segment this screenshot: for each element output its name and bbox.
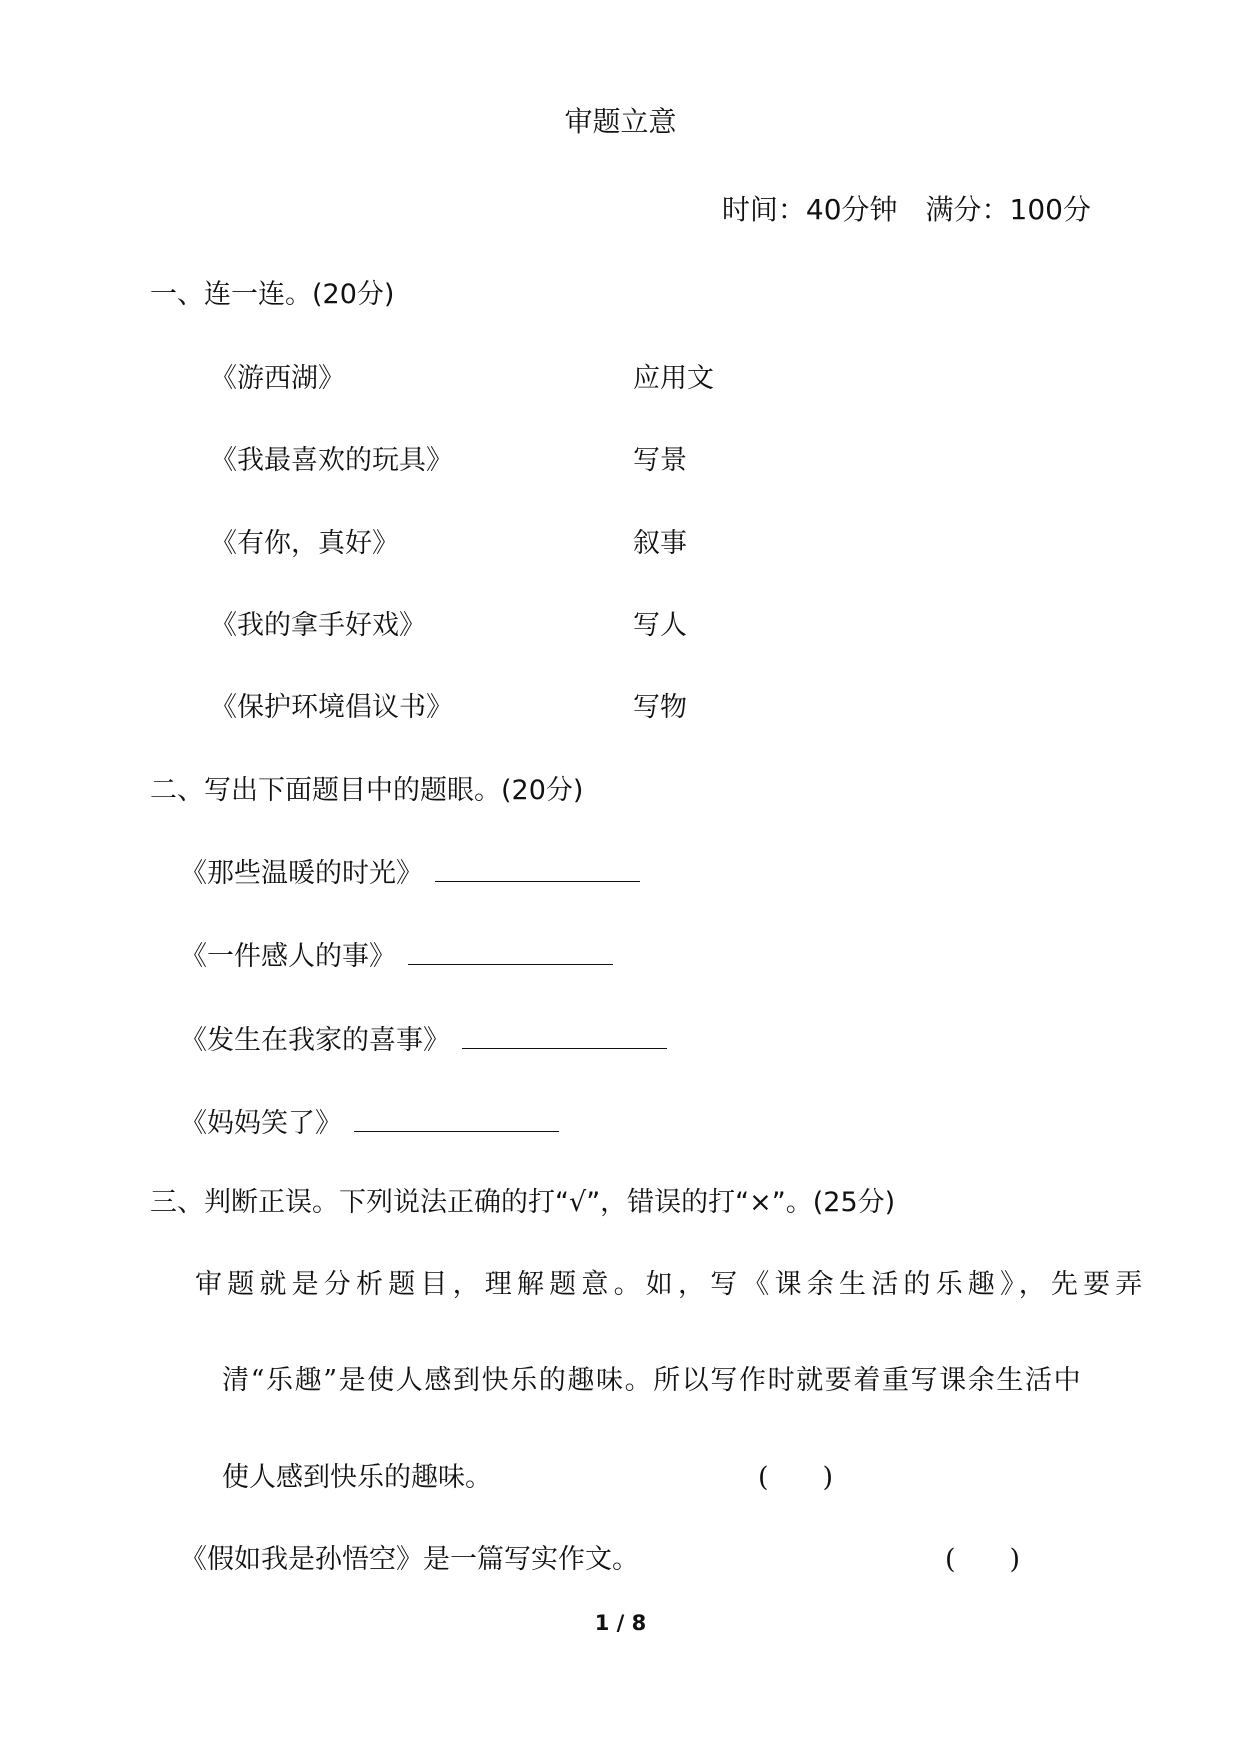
match-left-item: 《游西湖》: [210, 363, 345, 394]
question-title: 《那些温暖的时光》: [180, 858, 423, 889]
match-left-item: 《我最喜欢的玩具》: [210, 445, 453, 476]
question-title: 《妈妈笑了》: [180, 1108, 342, 1139]
match-left-item: 《有你，真好》: [210, 528, 399, 559]
answer-blank[interactable]: [435, 855, 640, 882]
time-info: 时间：40分钟 满分：100分: [721, 193, 1091, 226]
statement-1-line-3: 使人感到快乐的趣味。: [222, 1462, 492, 1493]
match-left-item: 《保护环境倡议书》: [210, 692, 453, 723]
match-right-item: 写人: [633, 610, 687, 641]
title-eye-question: [180, 1018, 667, 1057]
page-number: 1 / 8: [594, 1611, 647, 1635]
title-eye-question: [180, 934, 613, 973]
statement-1-line-1: 审题就是分析题目，理解题意。如，写《课余生活的乐趣》，先要弄: [195, 1269, 1148, 1300]
answer-parentheses[interactable]: ( ): [758, 1462, 834, 1493]
section2-heading: 二、写出下面题目中的题眼。(20分): [150, 775, 584, 806]
answer-blank[interactable]: [462, 1022, 667, 1049]
title-eye-question: [180, 1101, 559, 1140]
match-right-item: 叙事: [633, 528, 687, 559]
question-title: 《发生在我家的喜事》: [180, 1025, 450, 1056]
match-right-item: 写景: [633, 445, 687, 476]
match-left-item: 《我的拿手好戏》: [210, 610, 426, 641]
answer-blank[interactable]: [408, 938, 613, 965]
section3-heading: 三、判断正误。下列说法正确的打“√”，错误的打“×”。(25分): [150, 1187, 896, 1218]
match-right-item: 写物: [633, 692, 687, 723]
question-title: 《一件感人的事》: [180, 941, 396, 972]
statement-2: 《假如我是孙悟空》是一篇写实作文。: [180, 1544, 639, 1575]
answer-blank[interactable]: [354, 1105, 559, 1132]
section1-heading: 一、连一连。(20分): [150, 279, 395, 310]
statement-1-line-2: 清“乐趣”是使人感到快乐的趣味。所以写作时就要着重写课余生活中: [222, 1365, 1083, 1396]
page-title: 审题立意: [564, 105, 677, 138]
title-eye-question: [180, 851, 640, 890]
match-right-item: 应用文: [633, 363, 714, 394]
answer-parentheses[interactable]: ( ): [945, 1544, 1021, 1575]
